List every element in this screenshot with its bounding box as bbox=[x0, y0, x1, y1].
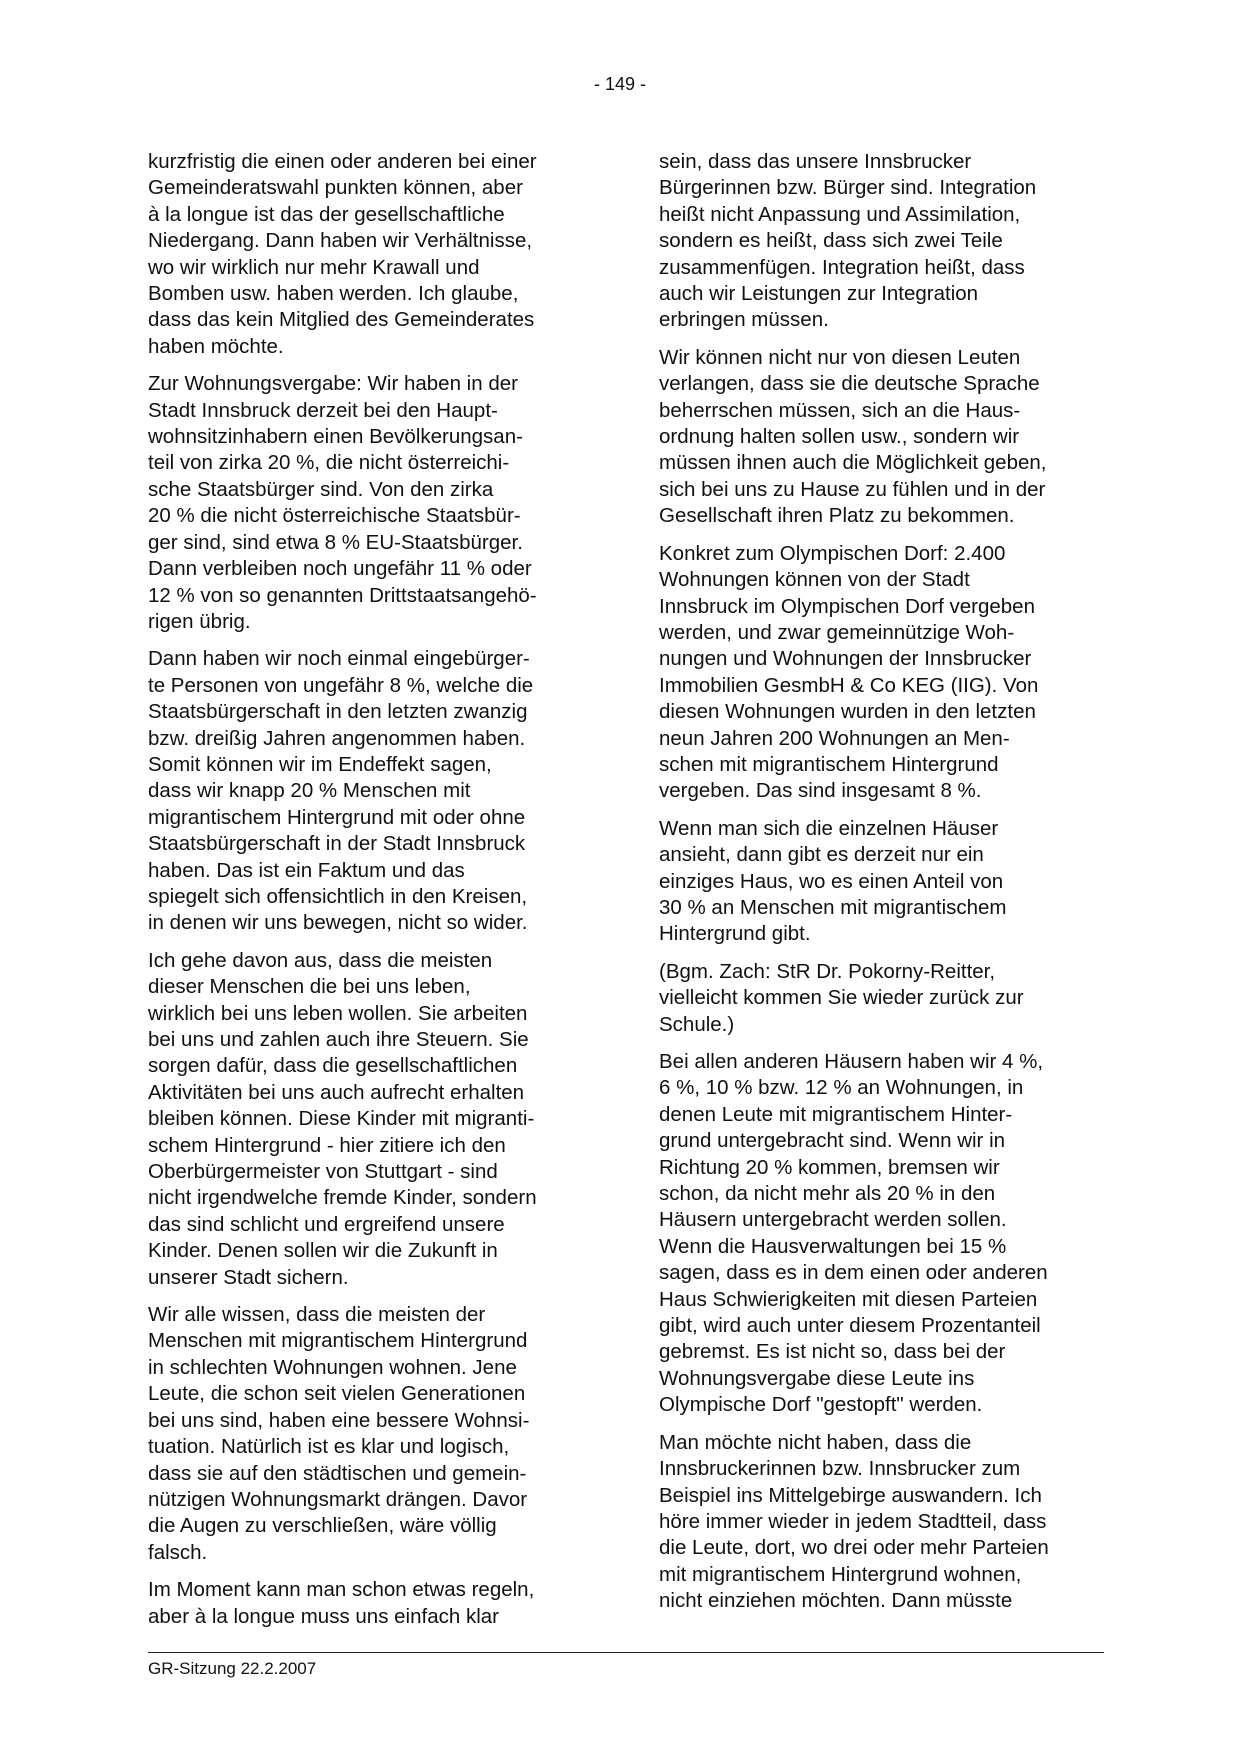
paragraph: Man möchte nicht haben, dass die Innsbruckerinnen bzw. Innsbrucker zum Beispiel ins Mittelgebirge auswandern. Ich höre immer wieder in jedem Stadtteil, dass die Leute, dort, wo drei oder mehr Parteien mit migrantischem Hintergrund wohnen, nicht einziehen möchten. Dann müsste bbox=[659, 1430, 1049, 1613]
footer-divider bbox=[148, 1652, 1104, 1653]
paragraph: Im Moment kann man schon etwas regeln, aber à la longue muss uns einfach klar bbox=[148, 1578, 535, 1628]
paragraph: Wir können nicht nur von diesen Leuten verlangen, dass sie die deutsche Sprache beherrschen müssen, sich an die Haus- ordnung halten sollen usw., sondern wir müssen ihnen auch die Möglichkeit geben, sich bei uns zu Hause zu fühlen und in der Gesellschaft ihren Platz zu bekommen. bbox=[659, 345, 1047, 528]
paragraph: Bei allen anderen Häusern haben wir 4 %, 6 %, 10 % bzw. 12 % an Wohnungen, in denen Leute mit migrantischem Hinter- grund untergebracht sind. Wenn wir in Richtung 20 % kommen, bremsen wir schon, da nicht mehr als 20 % in den Häusern untergebracht werden sollen. Wenn die Hausverwaltungen bei 15 % sagen, dass es in dem einen oder anderen Haus Schwierigkeiten mit diesen Parteien gibt, wird auch unter diesem Prozentanteil gebremst. Es ist nicht so, dass bei der Wohnungsvergabe diese Leute ins Olympische Dorf "gestopft" werden. bbox=[659, 1050, 1048, 1417]
left-column bbox=[148, 149, 588, 1641]
paragraph: Wir alle wissen, dass die meisten der Menschen mit migrantischem Hintergrund in schlechten Wohnungen wohnen. Jene Leute, die schon seit vielen Generationen bei uns sind, haben eine bessere Wohnsi- tuation. Natürlich ist es klar und logisch, dass sie auf den städtischen und gemein- nützigen Wohnungsmarkt drängen. Davor die Augen zu verschließen, wäre völlig falsch. bbox=[148, 1303, 530, 1564]
paragraph: sein, dass das unsere Innsbrucker Bürgerinnen bzw. Bürger sind. Integration heißt nicht Anpassung und Assimilation, sondern es heißt, dass sich zwei Teile zusammenfügen. Integration heißt, dass auch wir Leistungen zur Integration erbringen müssen. bbox=[659, 150, 1037, 332]
paragraph: Ich gehe davon aus, dass die meisten dieser Menschen die bei uns leben, wirklich bei uns leben wollen. Sie arbeiten bei uns und zahlen auch ihre Steuern. Sie sorgen dafür, dass die gesellschaftlichen Aktivitäten bei uns auch aufrecht erhalten bleiben können. Diese Kinder mit migranti- schem Hintergrund - hier zitiere ich den Oberbürgermeister von Stuttgart - sind nicht irgendwelche fremde Kinder, sondern das sind schlicht und ergreifend unsere Kinder. Denen sollen wir die Zukunft in unserer Stadt sichern. bbox=[148, 948, 537, 1289]
right-column bbox=[659, 149, 1104, 1626]
paragraph: kurzfristig die einen oder anderen bei einer Gemeinderatswahl punkten können, aber à la longue ist das der gesellschaftliche Niedergang. Dann haben wir Verhältnisse, wo wir wirklich nur mehr Krawall und Bomben usw. haben werden. Ich glaube, dass das kein Mitglied des Gemeinderates haben möchte. bbox=[148, 150, 537, 358]
paragraph: Dann haben wir noch einmal eingebürger- te Personen von ungefähr 8 %, welche die Staatsbürgerschaft in den letzten zwanzig bzw. dreißig Jahren angenommen haben. Somit können wir im Endeffekt sagen, dass wir knapp 20 % Menschen mit migrantischem Hintergrund mit oder ohne Staatsbürgerschaft in der Stadt Innsbruck haben. Das ist ein Faktum und das spiegelt sich offensichtlich in den Kreisen, in denen wir uns bewegen, nicht so wider. bbox=[148, 647, 534, 935]
page-number: - 149 - bbox=[593, 74, 647, 94]
paragraph: Wenn man sich die einzelnen Häuser ansieht, dann gibt es derzeit nur ein einziges Haus, wo es einen Anteil von 30 % an Menschen mit migrantischem Hintergrund gibt. bbox=[659, 816, 1007, 946]
paragraph: Zur Wohnungsvergabe: Wir haben in der Stadt Innsbruck derzeit bei den Haupt- wohnsitzinhabern einen Bevölkerungsan- teil von zirka 20 %, die nicht österreichi- sche Staatsbürger sind. Von den zirka 20 % die nicht österreichische Staatsbür- ger sind, sind etwa 8 % EU-Staatsbürger. Dann verbleiben noch ungefähr 11 % oder 12 % von so genannten Drittstaatsangehö- rigen übrig. bbox=[148, 372, 537, 633]
paragraph: Konkret zum Olympischen Dorf: 2.400 Wohnungen können von der Stadt Innsbruck im Olympischen Dorf vergeben werden, und zwar gemeinnützige Woh- nungen und Wohnungen der Innsbrucker Immobilien GesmbH & Co KEG (IIG). Von diesen Wohnungen wurden in den letzten neun Jahren 200 Wohnungen an Men- schen mit migrantischem Hintergrund vergeben. Das sind insgesamt 8 %. bbox=[659, 541, 1039, 803]
footer-session-label: GR-Sitzung 22.2.2007 bbox=[148, 1659, 317, 1678]
paragraph: (Bgm. Zach: StR Dr. Pokorny-Reitter, vielleicht kommen Sie wieder zurück zur Schule.) bbox=[659, 959, 1024, 1036]
